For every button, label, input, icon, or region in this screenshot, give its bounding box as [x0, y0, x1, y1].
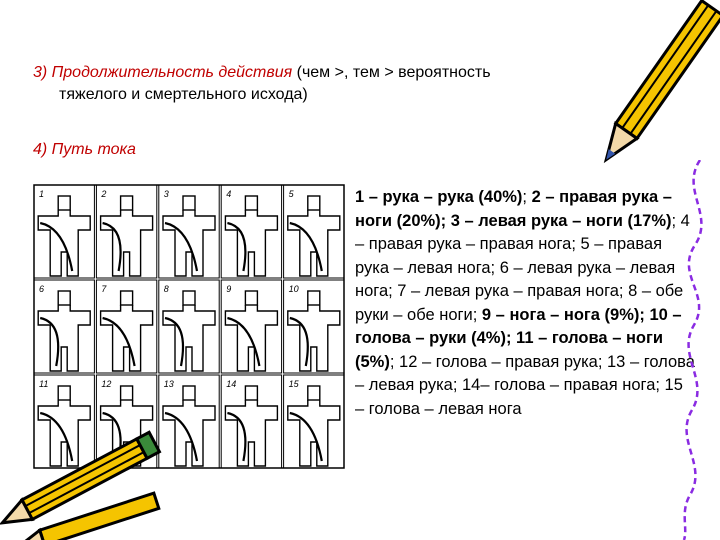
desc-bold-1: 1 – рука – рука (40%): [355, 188, 523, 206]
figure-number: 4: [226, 189, 232, 199]
figure-cell-2: [96, 185, 156, 278]
figure-cell-6: [34, 280, 94, 373]
figure-cell-10: [284, 280, 344, 373]
figure-number: 15: [288, 379, 299, 389]
figure-number: 12: [101, 379, 112, 389]
point-4-term: Путь тока: [51, 141, 136, 158]
figure-number: 2: [101, 189, 107, 199]
figure-number: 10: [288, 284, 299, 294]
point-4-current-path: [33, 140, 136, 160]
figure-cell-3: [159, 185, 219, 278]
figure-cell-14: [221, 375, 281, 468]
figure-cell-4: [221, 185, 281, 278]
figure-number: 11: [39, 379, 49, 389]
figure-number: 9: [226, 284, 232, 294]
figure-number: 8: [163, 284, 169, 294]
desc-normal-1: ;: [522, 188, 532, 206]
pencil-icon: [590, 0, 720, 180]
figure-cell-5: [284, 185, 344, 278]
point-3-prefix: 3): [33, 64, 52, 81]
figure-cell-1: [34, 185, 94, 278]
point-3-term: Продолжительность действия: [51, 64, 293, 81]
figure-cell-8: [159, 280, 219, 373]
desc-normal-3: ; 12 – голова – правая рука; 13 – голова – левая рука; 14– голова – правая нога; 15 – голова – левая нога: [355, 352, 695, 418]
figure-number: 6: [39, 284, 45, 294]
figure-number: 1: [39, 189, 45, 199]
point-4-prefix: 4): [33, 141, 52, 158]
point-3-rest-line1: (чем >, тем > вероятность: [292, 64, 491, 81]
figure-number: 14: [226, 379, 237, 389]
figure-cell-9: [221, 280, 281, 373]
figure-number: 3: [163, 189, 169, 199]
desc-normal-2: ; 4 – правая рука – правая нога; 5 – правая рука – левая нога; 6 – левая рука – левая нога; 7 – левая рука – правая нога; 8 – обе руки – обе ноги;: [355, 211, 690, 324]
desc-bold-3: 9 – нога – нога (9%); 10 – голова – руки (4%); 11 – голова – ноги (5%): [355, 305, 682, 371]
point-3-rest-line2: тяжелого и смертельного исхода): [59, 86, 308, 103]
figure-number: 13: [163, 379, 174, 389]
figure-number: 7: [101, 284, 107, 294]
figure-cell-15: [284, 375, 344, 468]
desc-bold-2: 2 – правая рука – ноги (20%); 3 – левая рука – ноги (17%): [355, 188, 672, 230]
pencil-icon: [0, 420, 170, 540]
figure-number: 5: [288, 189, 294, 199]
swirl-decoration: [660, 160, 720, 540]
path-description: [355, 186, 695, 421]
point-3-duration: [33, 62, 633, 106]
figure-cell-7: [96, 280, 156, 373]
